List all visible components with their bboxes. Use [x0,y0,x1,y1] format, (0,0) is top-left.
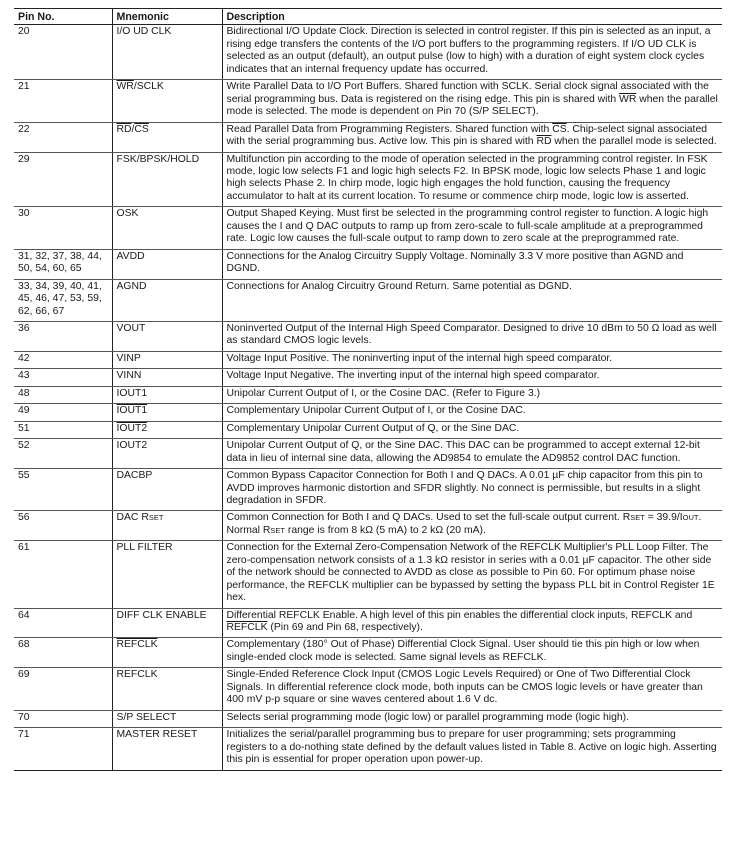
pin-function-table-container [14,8,722,771]
table-row [14,608,722,638]
overbar-text: $\overline{CS}$ [134,123,149,135]
description-cell: Single-Ended Reference Clock Input (CMOS Logic Levels Required) or One of Two Differential Clock Signals. In differential reference clock mode, both inputs can be CMOS logic levels or have greater than 400 mV p-p square or sine waves centered about 1.6 V dc. [222,668,722,710]
description-cell: Output Shaped Keying. Must first be selected in the programming control register to function. A logic high causes the I and Q DAC outputs to ramp up from zero-scale to full-scale amplitude at a preprogrammed rate. Logic low causes the full-scale output to ramp down to zero scale at the preprogrammed rate. [222,207,722,249]
description-cell: Complementary Unipolar Current Output of I, or the Cosine DAC. [222,404,722,421]
pin-cell: 49 [14,404,112,421]
subscript-text: SET [630,513,645,523]
overbar-text: $\overline{RD}$ [536,136,552,148]
overbar-text: IOUT2 [116,422,148,434]
description-cell: Unipolar Current Output of Q, or the Sine DAC. This DAC can be programmed to accept external 12-bit data in lieu of internal sine data, allowing the AD9854 to emulate the AD9852 control DAC function. [222,439,722,469]
mnemonic-cell: IOUT2 [112,439,222,469]
description-cell: Complementary Unipolar Current Output of Q, or the Sine DAC. [222,421,722,438]
description-cell: Selects serial programming mode (logic low) or parallel programming mode (logic high). [222,710,722,727]
description-cell [222,122,722,152]
table-row [14,511,722,541]
overbar-text: $\overline{RD}$ [116,123,132,135]
pin-cell: 51 [14,421,112,438]
description-cell: Multifunction pin according to the mode of operation selected in the programming control register. In FSK mode, logic low selects F1 and logic high selects F2. In BPSK mode, logic low selects Phase 1 and logic high selects Phase 2. In chirp mode, logic high engages the hold function, causing the frequency accumulator to halt at its current location. To resume or commence chirp mode, logic low is asserted. [222,152,722,207]
description-text: Common Connection for Both I and Q DACs. Used to set the full-scale output current. R [226,512,631,524]
table-row [14,404,722,421]
mnemonic-cell [112,638,222,668]
mnemonic-text: / [131,123,135,135]
table-row [14,25,722,80]
mnemonic-cell: FSK/BPSK/HOLD [112,152,222,207]
mnemonic-cell: S/P SELECT [112,710,222,727]
table-row [14,207,722,249]
pin-cell: 43 [14,369,112,386]
description-cell: Complementary (180° Out of Phase) Differential Clock Signal. User should tie this pin high or low when single-ended clock mode is selected. Same signal levels as REFCLK. [222,638,722,668]
description-text: Read Parallel Data from Programming Registers. Shared function with [226,123,553,135]
pin-cell: 22 [14,122,112,152]
mnemonic-cell: I/O UD CLK [112,25,222,80]
pin-cell: 42 [14,351,112,368]
subscript-text: SET [148,513,164,523]
header-mnemonic: Mnemonic [112,9,222,25]
description-cell [222,80,722,122]
header-pin-no: Pin No. [14,9,112,25]
mnemonic-cell: PLL FILTER [112,541,222,608]
pin-cell: 29 [14,152,112,207]
pin-cell: 64 [14,608,112,638]
description-text: (Pin 69 and Pin 68, respectively). [267,622,423,634]
description-cell: Voltage Input Negative. The inverting input of the internal high speed comparator. [222,369,722,386]
overbar-text: $\overline{WR}$ [116,81,134,93]
overbar-text: $\overline{WR}$ [619,93,637,105]
mnemonic-cell: IOUT1 [112,386,222,403]
description-text: = 39.9/I [644,512,683,524]
description-text: range is from 8 kΩ (5 mA) to 2 kΩ (20 mA). [284,524,486,536]
description-cell: Bidirectional I/O Update Clock. Direction is selected in control register. If this pin is selected as an input, a rising edge transfers the contents of the I/O port buffers to the programming registers. If I/O UD CLK is selected as an output (default), an output pulse (low to high) with a duration of eight system clock cycles indicates that an internal frequency update has occurred. [222,25,722,80]
pin-cell: 69 [14,668,112,710]
mnemonic-cell: VINN [112,369,222,386]
pin-cell: 61 [14,541,112,608]
mnemonic-cell [112,511,222,541]
subscript-text: OUT [682,513,699,523]
table-header-row [14,9,722,25]
table-row [14,638,722,668]
table-row [14,541,722,608]
mnemonic-cell: AVDD [112,249,222,279]
table-row [14,668,722,710]
pin-cell: 30 [14,207,112,249]
table-row [14,421,722,438]
overbar-text: $\overline{CS}$ [552,123,567,135]
description-cell: Connection for the External Zero-Compensation Network of the REFCLK Multiplier's PLL Loop Filter. The zero-compensation network consists of a 1.3 kΩ resistor in series with a 0.01 µF capacitor. The other side of the network should be connected to AVDD as close as possible to Pin 60. For optimum phase noise performance, the REFCLK multiplier can be bypassed by setting the bypass PLL bit in Control Register 1E hex. [222,541,722,608]
description-text: Differential REFCLK Enable. A high level of this pin enables the differential clock inputs, REFCLK and [226,609,693,621]
pin-cell: 71 [14,728,112,770]
mnemonic-cell: MASTER RESET [112,728,222,770]
table-row [14,351,722,368]
mnemonic-cell: REFCLK [112,668,222,710]
mnemonic-cell: VINP [112,351,222,368]
overbar-text: REFCLK [226,622,268,634]
subscript-text: SET [270,525,285,535]
description-text: . Chip-select signal associated with the serial programming bus. Active low. This pin is shared with [226,123,708,148]
description-cell: Noninverted Output of the Internal High Speed Comparator. Designed to drive 10 dBm to 50 Ω load as well as standard CMOS logic levels. [222,321,722,351]
pin-cell: 20 [14,25,112,80]
description-cell: Voltage Input Positive. The noninverting input of the internal high speed comparator. [222,351,722,368]
mnemonic-cell [112,421,222,438]
description-text: . Normal R [226,512,702,536]
overbar-text: REFCLK [116,639,158,651]
overbar-text: IOUT1 [116,405,148,417]
table-row [14,321,722,351]
table-row [14,369,722,386]
pin-cell: 55 [14,469,112,511]
description-cell: Connections for Analog Circuitry Ground Return. Same potential as DGND. [222,279,722,321]
description-text: Write Parallel Data to I/O Port Buffers. Shared function with SCLK. Serial clock signal associated with the serial programming bus. Data is registered on the rising edge. This pin is shared with [226,81,709,105]
table-row [14,249,722,279]
mnemonic-cell: OSK [112,207,222,249]
description-cell: Unipolar Current Output of I, or the Cosine DAC. (Refer to Figure 3.) [222,386,722,403]
description-text: when the parallel mode is selected. [551,136,717,148]
table-row [14,439,722,469]
description-cell [222,608,722,638]
table-row [14,386,722,403]
pin-function-table [14,8,722,771]
description-text: when the parallel mode is selected. The mode is dependent on Pin 70 (S/P SELECT). [226,93,718,118]
description-cell: Connections for the Analog Circuitry Supply Voltage. Nominally 3.3 V more positive than AGND and DGND. [222,249,722,279]
table-row [14,80,722,122]
mnemonic-text: DAC R [116,512,149,524]
mnemonic-cell: AGND [112,279,222,321]
pin-cell: 68 [14,638,112,668]
table-row [14,469,722,511]
table-row [14,728,722,770]
pin-cell: 21 [14,80,112,122]
header-description: Description [222,9,722,25]
description-cell [222,511,722,541]
mnemonic-text: /SCLK [133,81,164,93]
table-row [14,279,722,321]
pin-cell: 33, 34, 39, 40, 41, 45, 46, 47, 53, 59, 62, 66, 67 [14,279,112,321]
table-row [14,710,722,727]
mnemonic-cell [112,122,222,152]
mnemonic-cell [112,404,222,421]
pin-cell: 31, 32, 37, 38, 44, 50, 54, 60, 65 [14,249,112,279]
description-cell: Initializes the serial/parallel programming bus to prepare for user programming; sets programming registers to a do-nothing state defined by the default values listed in Table 8. Active on logic high. Asserting this pin is essential for proper operation upon power-up. [222,728,722,770]
pin-cell: 48 [14,386,112,403]
pin-cell: 70 [14,710,112,727]
pin-cell: 56 [14,511,112,541]
table-row [14,122,722,152]
mnemonic-cell: DACBP [112,469,222,511]
description-cell: Common Bypass Capacitor Connection for Both I and Q DACs. A 0.01 µF chip capacitor from this pin to AVDD improves harmonic distortion and SFDR slightly. No connect is permissible, but results in a slight degradation in SFDR. [222,469,722,511]
mnemonic-cell [112,80,222,122]
pin-cell: 36 [14,321,112,351]
table-row [14,152,722,207]
mnemonic-cell: DIFF CLK ENABLE [112,608,222,638]
mnemonic-cell: VOUT [112,321,222,351]
pin-cell: 52 [14,439,112,469]
